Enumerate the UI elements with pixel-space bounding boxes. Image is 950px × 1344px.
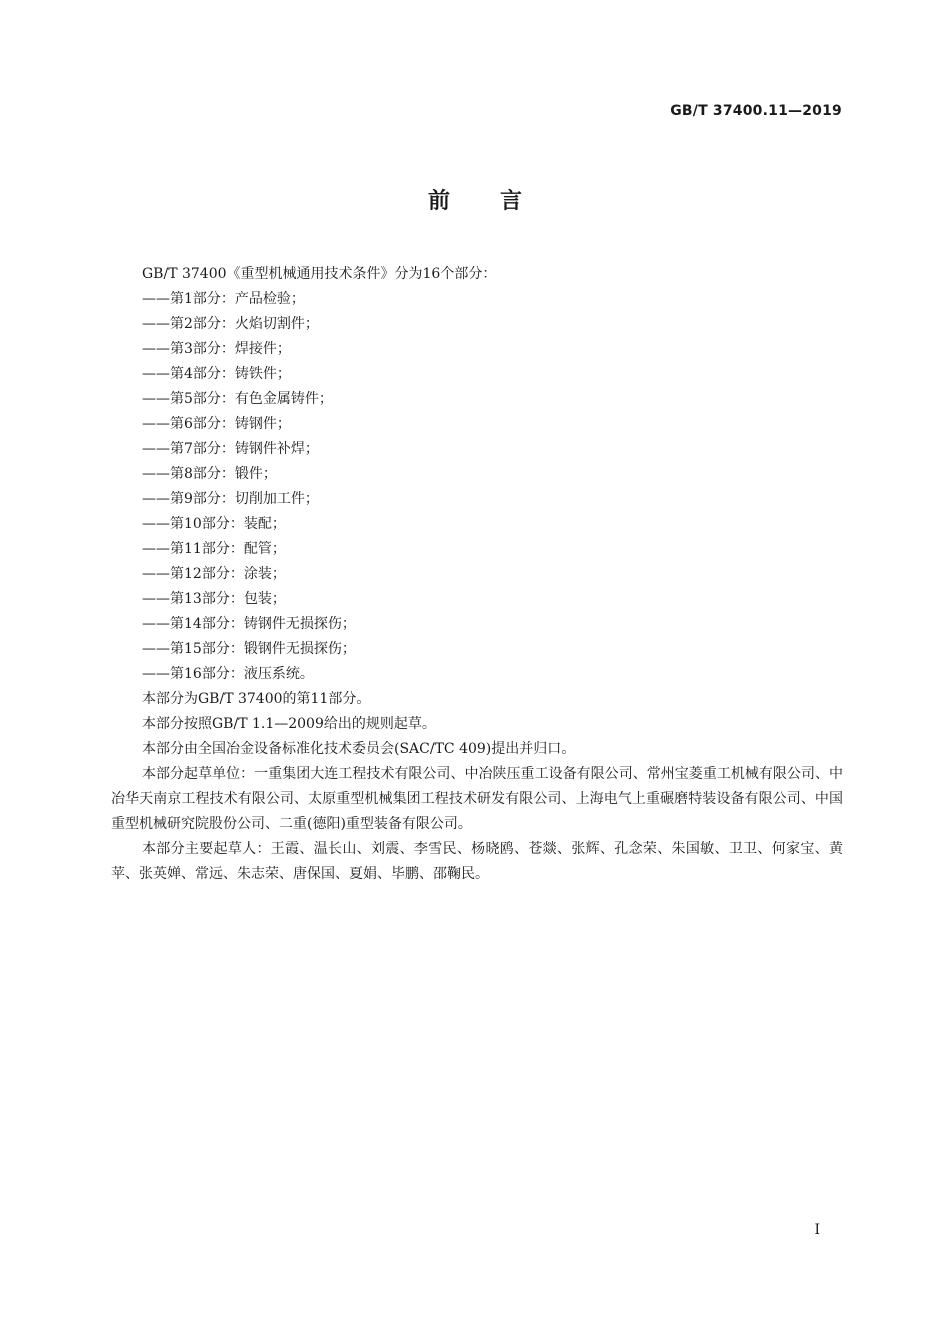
list-item: ——第12部分：涂装； [142, 566, 286, 582]
document-body [111, 262, 843, 887]
list-item: ——第14部分：铸钢件无损探伤； [142, 616, 356, 632]
list-item: ——第16部分：液压系统。 [142, 666, 314, 682]
list-item: ——第3部分：焊接件； [142, 341, 291, 357]
list-item: ——第10部分：装配； [142, 516, 286, 532]
list-item: ——第8部分：锻件； [142, 466, 277, 482]
list-item: ——第5部分：有色金属铸件； [142, 391, 333, 407]
drafting-rules: 本部分按照GB/T 1.1—2009给出的规则起草。 [142, 716, 436, 732]
drafting-units: 本部分起草单位：一重集团大连工程技术有限公司、中冶陕压重工设备有限公司、常州宝菱重工机械有限公司、中冶华天南京工程技术有限公司、太原重型机械集团工程技术研发有限公司、上海电气上重碾磨特装设备有限公司、中国重型机械研究院股份公司、二重(德阳)重型装备有限公司。 [111, 766, 843, 832]
list-item: ——第6部分：铸钢件； [142, 416, 291, 432]
intro-paragraph: GB/T 37400《重型机械通用技术条件》分为16个部分： [142, 266, 497, 282]
drafters: 本部分主要起草人：王霞、温长山、刘震、李雪民、杨晓鸥、苍燚、张辉、孔念荣、朱国敏、卫卫、何家宝、黄苹、张英婵、常远、朱志荣、唐保国、夏娟、毕鹏、邵鞠民。 [111, 841, 843, 882]
list-item: ——第9部分：切削加工件； [142, 491, 319, 507]
list-item: ——第4部分：铸铁件； [142, 366, 291, 382]
list-item: ——第13部分：包装； [142, 591, 286, 607]
list-item: ——第2部分：火焰切割件； [142, 316, 319, 332]
standard-code: GB/T 37400.11—2019 [670, 103, 842, 119]
list-item: ——第1部分：产品检验； [142, 291, 305, 307]
part-statement: 本部分为GB/T 37400的第11部分。 [142, 691, 371, 707]
list-item: ——第15部分：锻钢件无损探伤； [142, 641, 356, 657]
page-number: I [814, 1222, 820, 1238]
proposer-statement: 本部分由全国冶金设备标准化技术委员会(SAC/TC 409)提出并归口。 [142, 741, 576, 757]
list-item: ——第11部分：配管； [142, 541, 286, 557]
parts-list [111, 287, 843, 687]
page-title: 前言 [427, 189, 572, 214]
list-item: ——第7部分：铸钢件补焊； [142, 441, 319, 457]
